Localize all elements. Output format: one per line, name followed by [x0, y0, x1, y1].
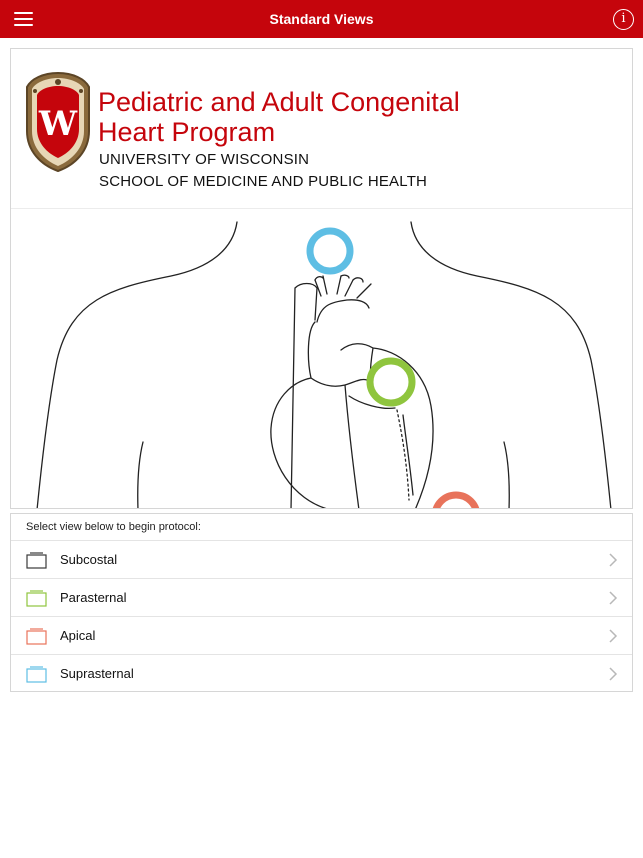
school-name: SCHOOL OF MEDICINE AND PUBLIC HEALTH: [99, 173, 428, 190]
apical-view-icon: [26, 628, 47, 645]
subcostal-view-icon: [26, 552, 47, 569]
program-title: [98, 87, 618, 147]
program-header: [11, 49, 633, 209]
program-title-line1: Pediatric and Adult Congenital: [98, 87, 460, 117]
list-item-subcostal[interactable]: [11, 541, 632, 579]
svc-vessel: [291, 284, 317, 510]
chevron-right-icon: [606, 629, 620, 643]
right-arm-inner: [504, 442, 509, 509]
view-list: [10, 513, 633, 692]
crest-letter: W: [38, 104, 78, 144]
list-item-parasternal[interactable]: [11, 579, 632, 617]
suprasternal-view-marker: [310, 231, 350, 271]
navigation-bar: [0, 0, 643, 38]
torso-outline-right: [411, 222, 611, 509]
list-item-label: Suprasternal: [60, 666, 134, 681]
university-name: UNIVERSITY OF WISCONSIN: [99, 151, 310, 168]
chevron-right-icon: [606, 667, 620, 681]
left-arm-inner: [138, 442, 143, 509]
chevron-right-icon: [606, 553, 620, 567]
program-title-line2: Heart Program: [98, 117, 276, 147]
list-item-label: Apical: [60, 628, 96, 643]
heart-outline: [271, 322, 331, 509]
illustration-card: [10, 48, 633, 509]
uw-crest-logo: [23, 71, 93, 173]
list-item-label: Parasternal: [60, 590, 127, 605]
chevron-right-icon: [606, 591, 620, 605]
list-item-apical[interactable]: [11, 617, 632, 655]
page-title: Standard Views: [269, 11, 374, 27]
parasternal-view-icon: [26, 590, 47, 607]
apical-view-marker: [435, 495, 477, 509]
list-item-suprasternal[interactable]: [11, 655, 632, 693]
list-item-label: Subcostal: [60, 552, 118, 567]
parasternal-view-marker: [370, 361, 412, 403]
list-prompt: Select view below to begin protocol:: [11, 514, 632, 541]
torso-heart-illustration: [11, 210, 633, 509]
suprasternal-view-icon: [26, 666, 47, 683]
info-icon[interactable]: i: [613, 9, 634, 30]
aortic-arch: [317, 300, 369, 322]
torso-outline-left: [37, 222, 237, 509]
